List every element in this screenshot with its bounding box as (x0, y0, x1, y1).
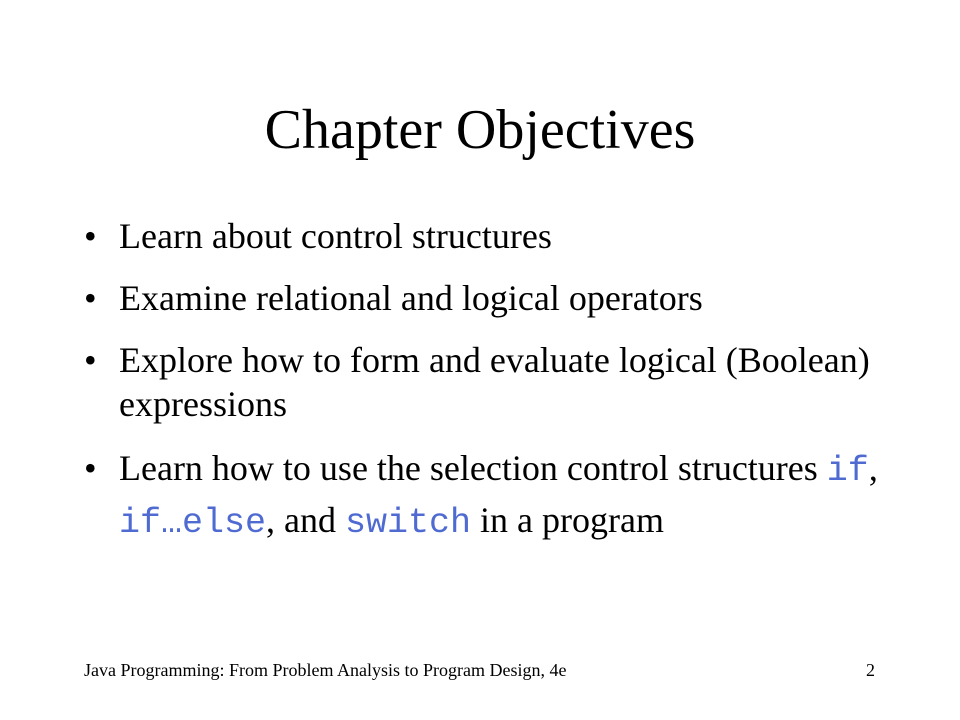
bullet-marker: • (84, 216, 97, 256)
page-number: 2 (866, 660, 875, 680)
bullet-text: , and (266, 500, 346, 540)
bullet-marker: • (84, 448, 97, 488)
code-keyword-if-else: if…else (119, 503, 267, 543)
code-keyword-switch: switch (345, 503, 472, 543)
bullet-text: Learn about control structures (119, 216, 552, 256)
bullet-marker: • (84, 340, 97, 380)
bullet-text: in a program (471, 500, 664, 540)
bullet-text: , (868, 448, 878, 488)
bullet-item (84, 444, 884, 548)
bullet-text: Explore how to form and evaluate logical (Boolean) expressions (119, 340, 870, 424)
footer-book-title: Java Programming: From Problem Analysis to Program Design, 4e (84, 660, 567, 680)
bullet-item (84, 338, 884, 426)
bullet-text: Learn how to use the selection control structures (119, 448, 827, 488)
objectives-list (84, 214, 884, 566)
slide-title: Chapter Objectives (264, 99, 696, 161)
bullet-text: Examine relational and logical operators (119, 278, 703, 318)
bullet-marker: • (84, 278, 97, 318)
code-keyword-if: if (826, 451, 869, 491)
bullet-item (84, 276, 884, 320)
bullet-item (84, 214, 884, 258)
